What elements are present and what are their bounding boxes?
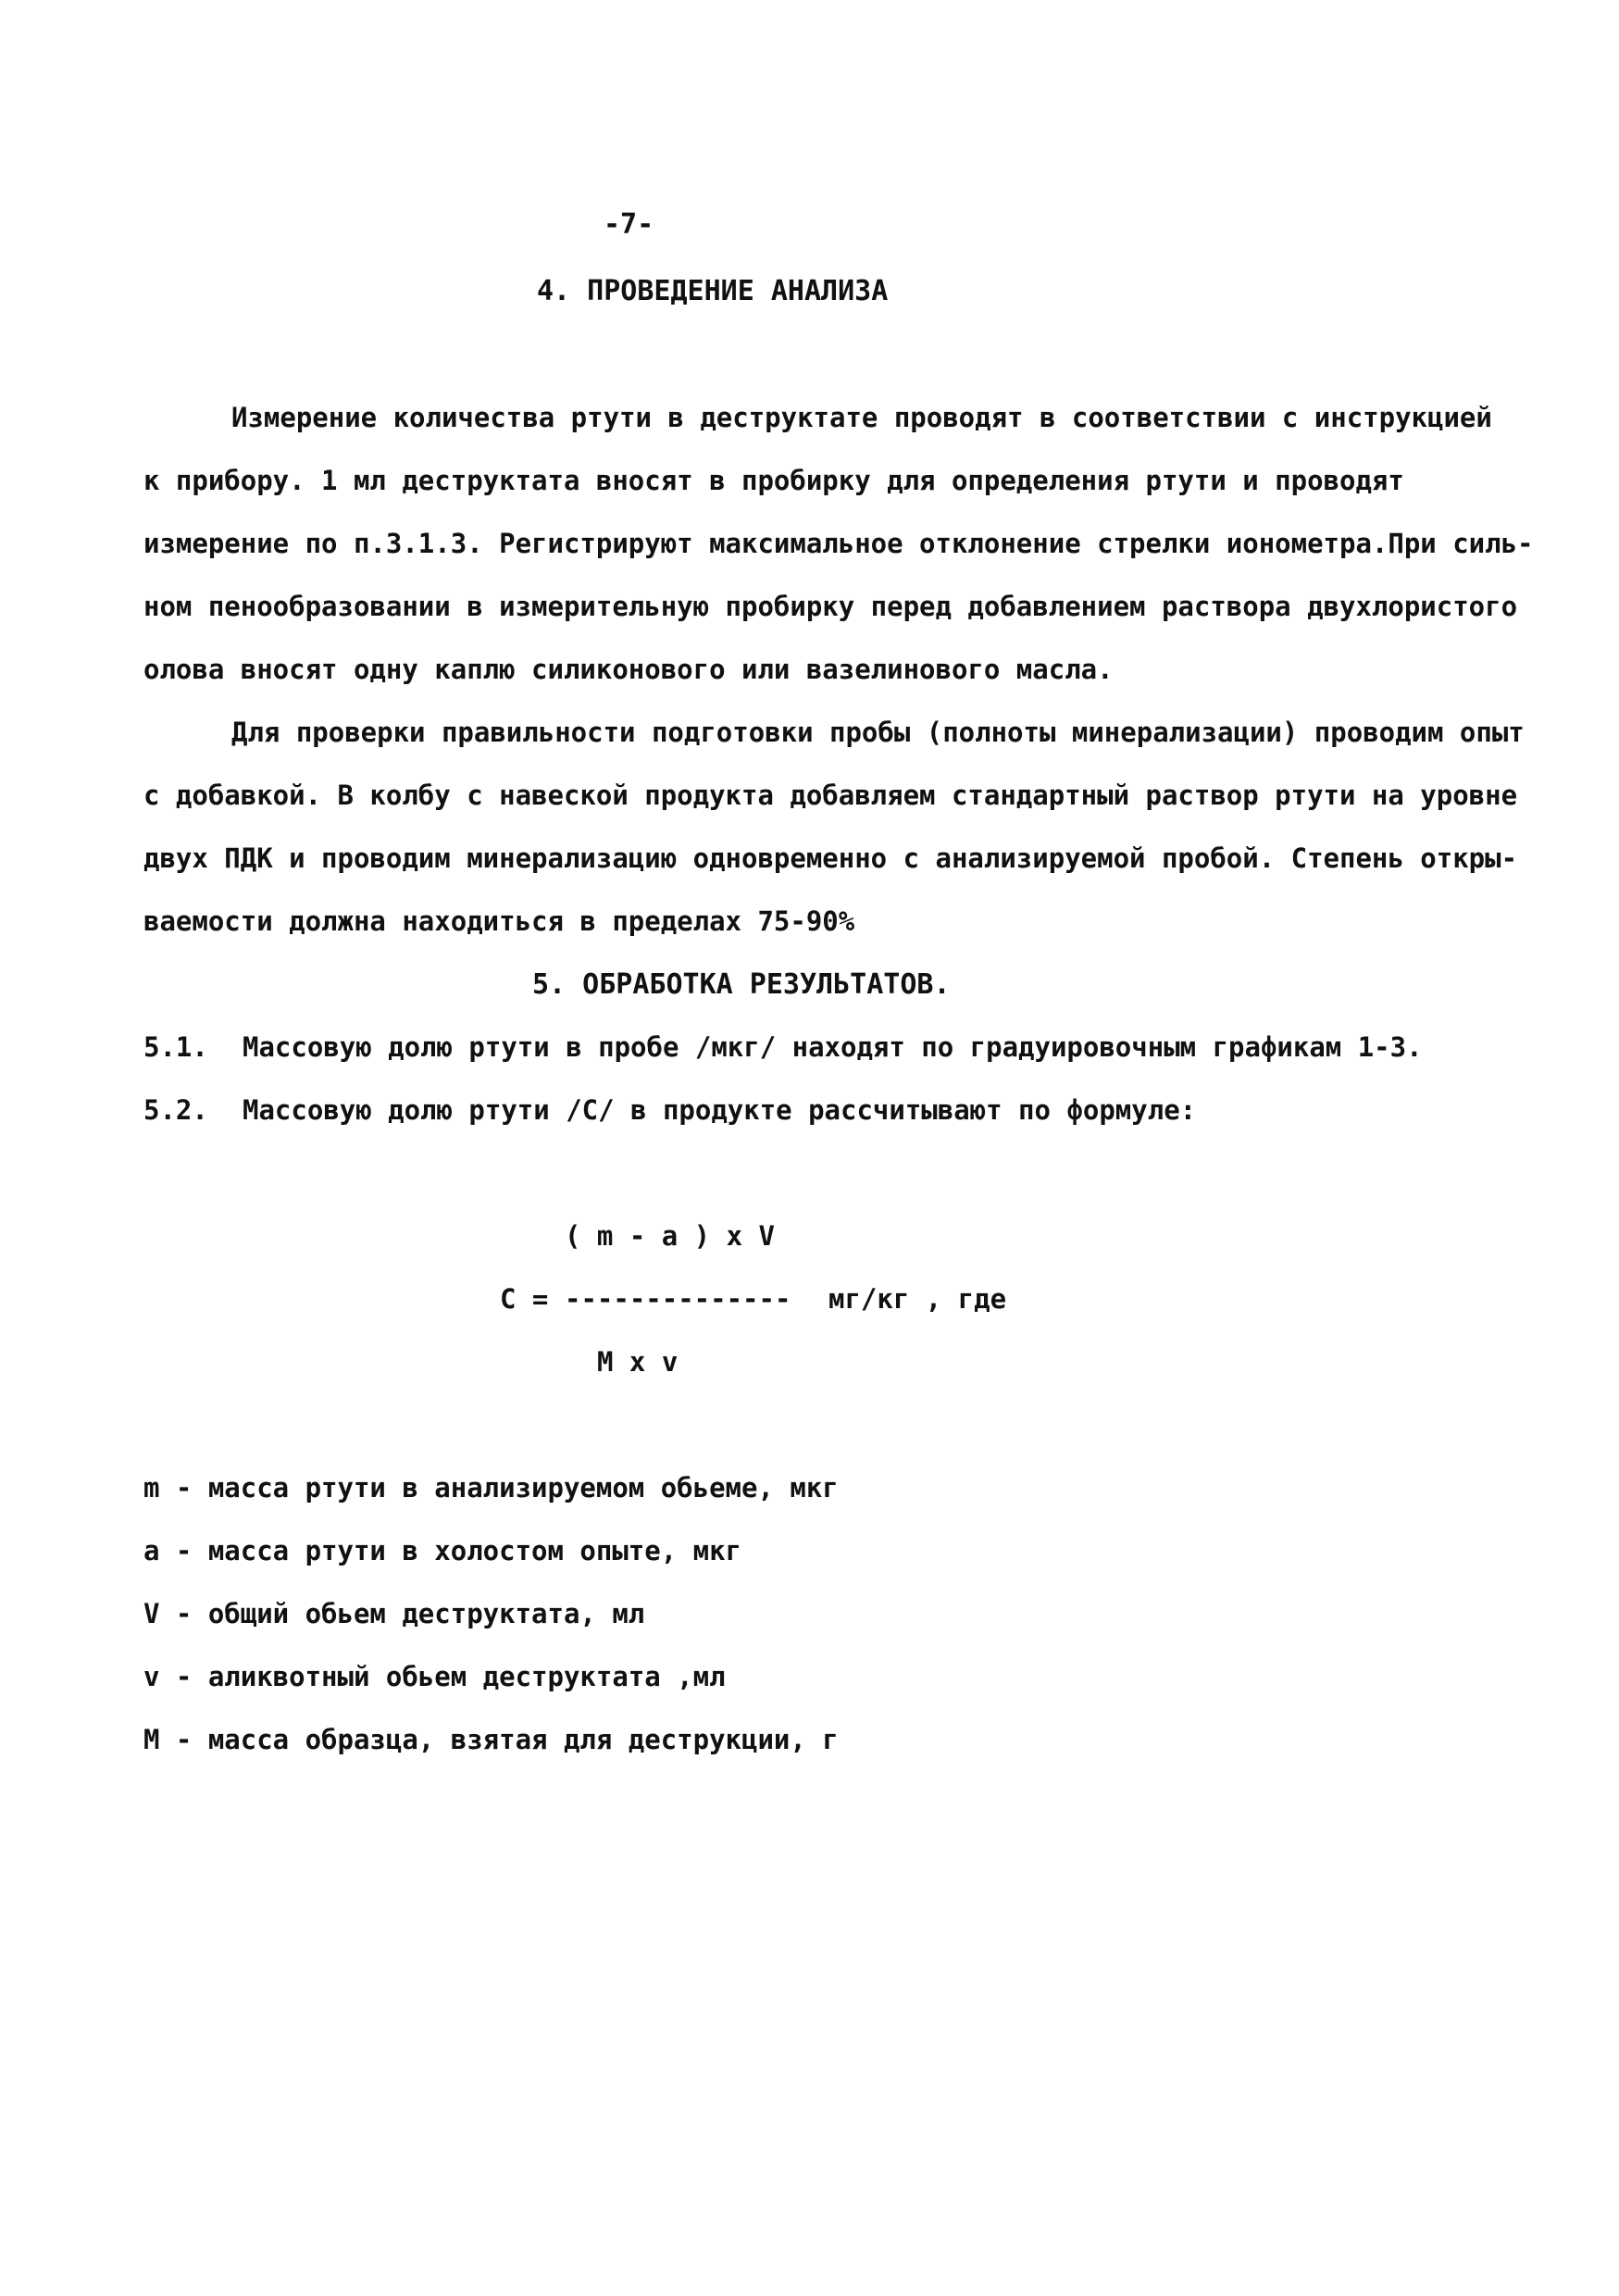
legend-item: m - масса ртути в анализируемом обьеме, мкг — [143, 1472, 839, 1504]
formula-lhs: С = — [500, 1283, 549, 1315]
legend-item: v - аликвотный обьем деструктата ,мл — [143, 1661, 726, 1692]
section-5-heading: 5. ОБРАБОТКА РЕЗУЛЬТАТОВ. — [532, 968, 951, 1001]
paragraph-line: олова вносят одну каплю силиконового или вазелинового масла. — [143, 654, 1114, 685]
paragraph-line: измерение по п.3.1.3. Регистрируют максимальное отклонение стрелки ионометра.При силь- — [143, 528, 1534, 559]
numbered-item-text: Массовую долю ртути /С/ в продукте рассчитывают по формуле: — [243, 1094, 1197, 1126]
paragraph-line: ваемости должна находиться в пределах 75-90% — [143, 905, 855, 937]
paragraph-line: к прибору. 1 мл деструктата вносят в пробирку для определения ртути и проводят — [143, 465, 1404, 496]
paragraph-line: ном пенообразовании в измерительную пробирку перед добавлением раствора двухлористого — [143, 591, 1518, 622]
paragraph-line: Для проверки правильности подготовки пробы (полноты минерализации) проводим опыт — [231, 717, 1525, 748]
paragraph-line: двух ПДК и проводим минерализацию одновременно с анализируемой пробой. Степень откры- — [143, 842, 1518, 874]
legend-item: М - масса образца, взятая для деструкции, г — [143, 1724, 839, 1755]
numbered-item-text: Массовую долю ртути в пробе /мкг/ находят по градуировочным графикам 1-3. — [243, 1031, 1423, 1063]
legend-item: V - общий обьем деструктата, мл — [143, 1598, 645, 1629]
formula-numerator: ( m - a ) x V — [565, 1220, 775, 1252]
numbered-item-number: 5.2. — [143, 1094, 208, 1126]
formula-denominator: М x v — [597, 1346, 679, 1378]
legend-item: а - масса ртути в холостом опыте, мкг — [143, 1535, 742, 1566]
paragraph-line: с добавкой. В колбу с навеской продукта добавляем стандартный раствор ртути на уровне — [143, 780, 1518, 811]
paragraph-line: Измерение количества ртути в деструктате проводят в соответствии с инструкцией — [231, 402, 1492, 433]
section-4-heading: 4. ПРОВЕДЕНИЕ АНАЛИЗА — [537, 275, 889, 307]
numbered-item-number: 5.1. — [143, 1031, 208, 1063]
formula-fraction-bar: -------------- — [565, 1283, 791, 1315]
formula-unit: мг/кг , где — [828, 1283, 1007, 1315]
page-number: -7- — [604, 208, 654, 241]
